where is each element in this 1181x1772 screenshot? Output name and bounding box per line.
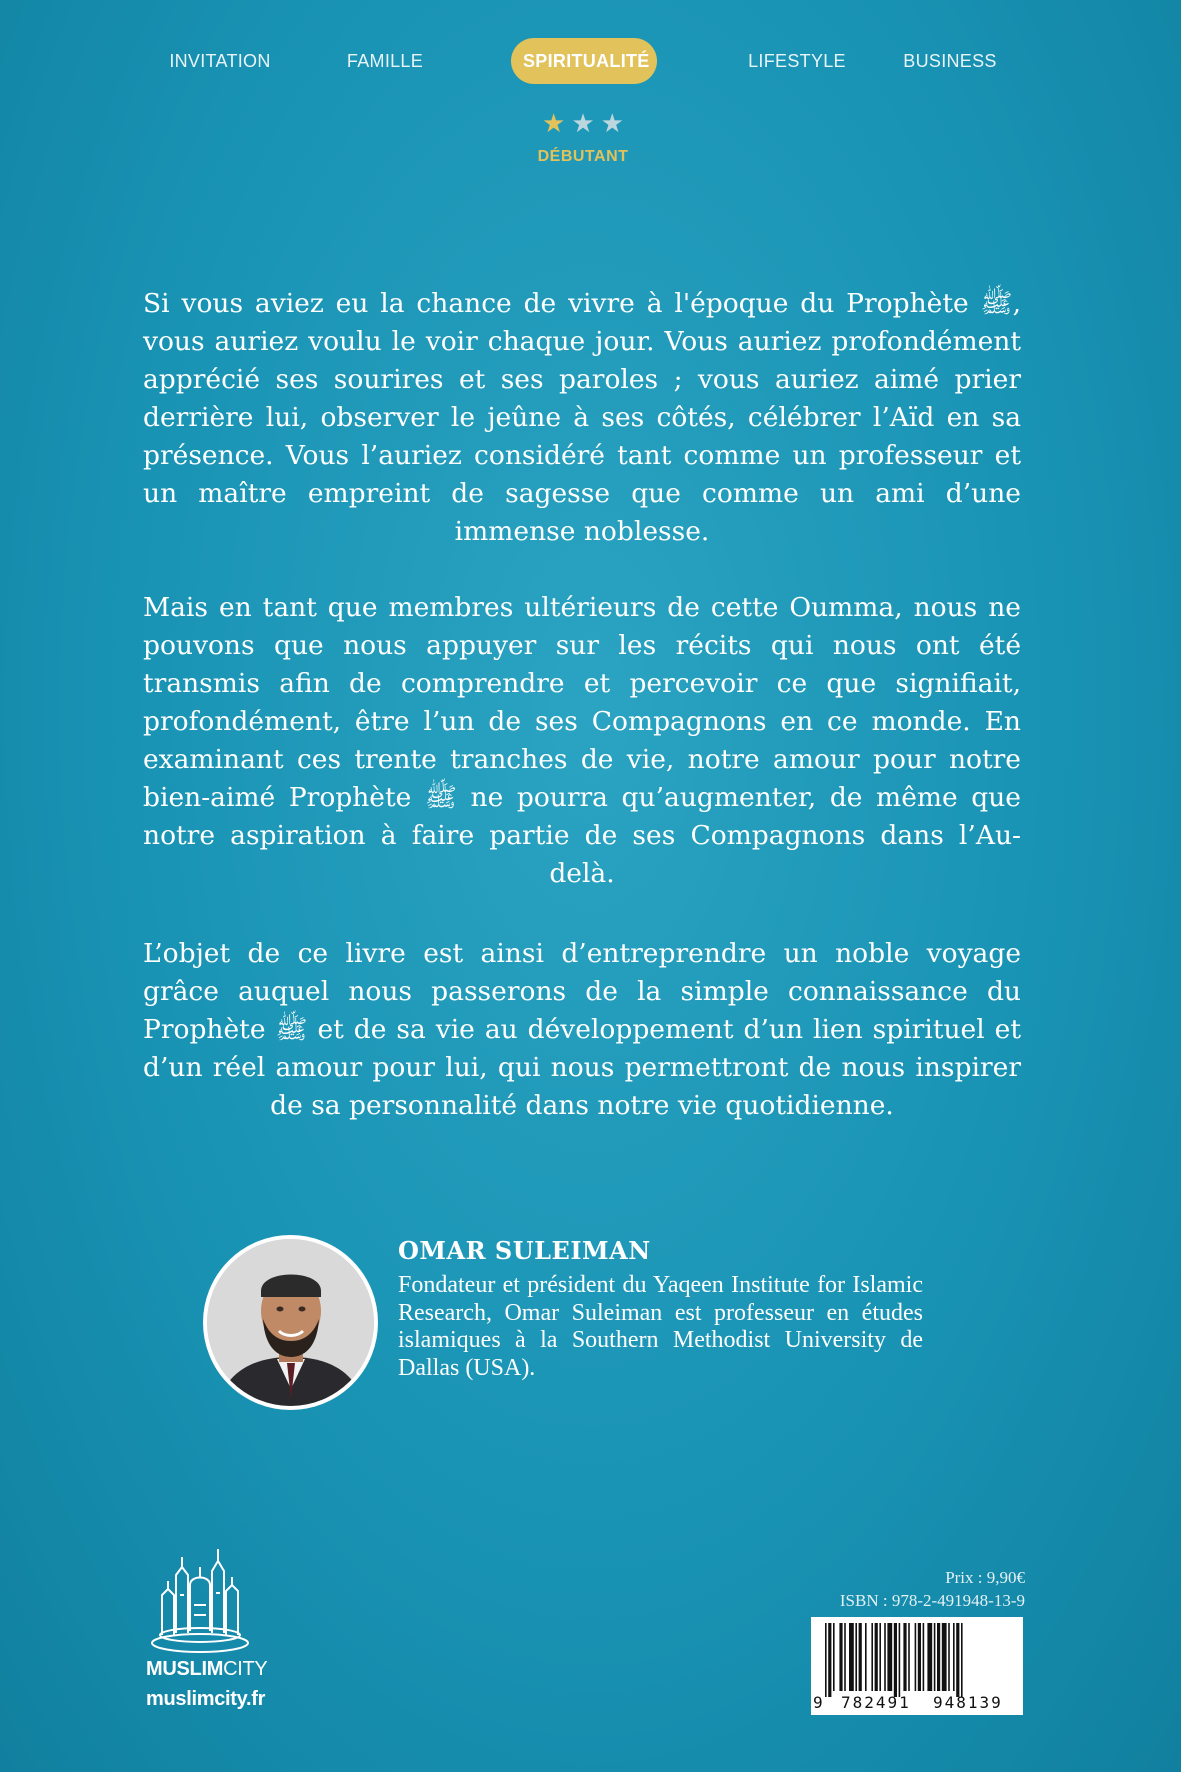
barcode-bar	[839, 1623, 842, 1691]
barcode-bar	[849, 1623, 854, 1691]
nav-item-lifestyle[interactable]: LIFESTYLE	[748, 51, 846, 71]
price-label: Prix : 9,90€	[945, 1568, 1025, 1587]
barcode-bar	[934, 1623, 936, 1691]
barcode-bar	[828, 1623, 831, 1697]
barcode-bar	[908, 1623, 910, 1691]
barcode-bar	[884, 1623, 886, 1691]
nav-item-famille[interactable]: FAMILLE	[346, 51, 424, 71]
barcode-digits	[811, 1693, 1023, 1713]
barcode-bar	[942, 1623, 947, 1691]
barcode-bar	[855, 1623, 857, 1691]
barcode-bar	[915, 1623, 917, 1691]
barcode-bar	[927, 1623, 932, 1691]
barcode-first-digit: 9	[813, 1693, 823, 1712]
barcode-bar	[887, 1623, 892, 1691]
barcode-bar	[903, 1623, 906, 1691]
barcode-bar	[844, 1623, 846, 1691]
star-icon-empty: ★	[600, 109, 624, 139]
author-photo	[203, 1235, 378, 1410]
barcode-bar	[953, 1623, 955, 1691]
star-icon-empty: ★	[571, 109, 595, 139]
blurb-paragraph-3: L’objet de ce livre est ainsi d’entreprendre un noble voyage grâce auquel nous passerons de la simple connaissance du Prophète ﷺ et de sa vie au développement d’un lien spirituel et d’un réel amour pour lui, qui nous permettront de nous inspirer de sa personnalité dans notre vie quotidienne.	[143, 938, 1021, 1121]
barcode-bar	[879, 1623, 881, 1691]
blurb-paragraph-2: Mais en tant que membres ultérieurs de cette Oumma, nous ne pouvons que nous appuyer sur les récits qui nous ont été transmis afin de comprendre et percevoir ce que signifiait, profondément, être l’un de ses Compagnons en ce monde. En examinant ces trente tranches de vie, notre amour pour notre bien-aimé Prophète ﷺ ne pourra qu’augmenter, de même que notre aspiration à faire partie de ses Compagnons dans l’Au-delà.	[143, 592, 1021, 889]
barcode-bar	[825, 1623, 827, 1697]
publisher-name-bold: MUSLIM	[146, 1658, 224, 1680]
publisher-url[interactable]: muslimcity.fr	[146, 1688, 266, 1710]
barcode-bars	[811, 1617, 1023, 1697]
blurb-paragraph-1: Si vous aviez eu la chance de vivre à l'époque du Prophète ﷺ, vous auriez voulu le voir chaque jour. Vous auriez profondément apprécié ses sourires et ses paroles ; vous auriez aimé prier derrière lui, observer le jeûne à ses côtés, célébrer l’Aïd en sa présence. Vous l’auriez considéré tant comme un professeur et un maître empreint de sagesse que comme un ami d’une immense noblesse.	[143, 288, 1021, 547]
barcode-bar	[923, 1623, 925, 1691]
author-name: OMAR SULEIMAN	[398, 1236, 651, 1265]
author-portrait-icon	[207, 1239, 374, 1406]
barcode-left-group: 782491	[841, 1693, 911, 1712]
barcode-bar	[918, 1623, 921, 1691]
isbn-label: ISBN : 978-2-491948-13-9	[839, 1591, 1025, 1610]
mosque-city-icon	[140, 1545, 270, 1655]
barcode	[811, 1617, 1023, 1715]
barcode-bar	[875, 1623, 878, 1691]
nav-item-business[interactable]: BUSINESS	[903, 51, 997, 71]
difficulty-level: DÉBUTANT	[537, 148, 629, 165]
category-nav	[0, 38, 1181, 84]
barcode-bar	[865, 1623, 867, 1691]
nav-item-invitation[interactable]: INVITATION	[169, 51, 271, 71]
barcode-bar	[894, 1623, 897, 1697]
difficulty-rating	[538, 110, 628, 138]
barcode-bar	[937, 1623, 940, 1691]
barcode-bar	[956, 1623, 959, 1697]
barcode-bar	[833, 1623, 835, 1691]
barcode-bar	[948, 1623, 950, 1691]
publisher-name	[146, 1658, 267, 1681]
star-icon-filled: ★	[542, 109, 566, 139]
barcode-bar	[859, 1623, 862, 1691]
barcode-bar	[961, 1623, 963, 1697]
author-bio: Fondateur et président du Yaqeen Institute for Islamic Research, Omar Suleiman est professeur en études islamiques à la Southern Methodist University de Dallas (USA).	[398, 1272, 923, 1381]
barcode-right-group: 948139	[933, 1693, 1003, 1712]
nav-item-spiritualite[interactable]: SPIRITUALITÉ	[511, 38, 657, 84]
barcode-bar	[899, 1623, 901, 1697]
barcode-bar	[871, 1623, 873, 1691]
publisher-name-light: CITY	[223, 1658, 268, 1680]
